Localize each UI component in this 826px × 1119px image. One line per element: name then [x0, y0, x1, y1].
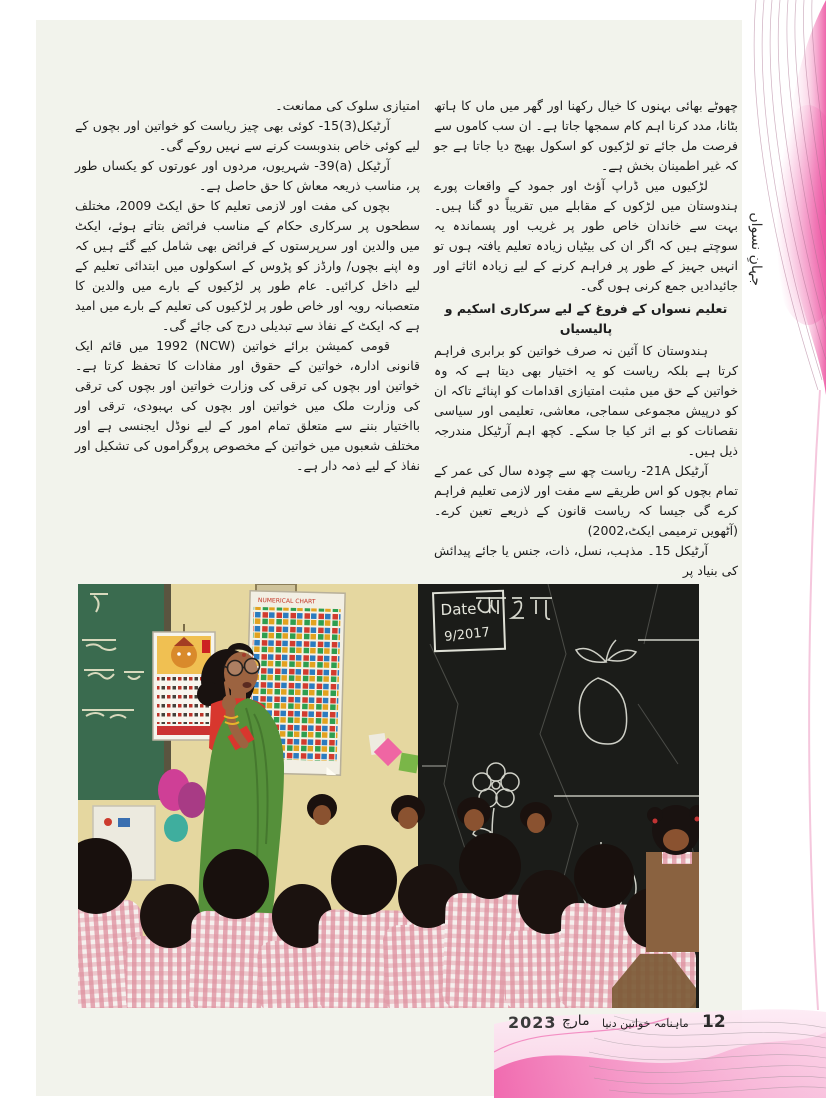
classroom-photo-illustration — [78, 584, 699, 1008]
column-right — [434, 96, 738, 581]
column-left — [75, 96, 420, 581]
sidebar-vertical-title: جہانِ نسواں — [748, 212, 764, 286]
paragraph: امتیازی سلوک کی ممانعت۔ — [275, 98, 420, 113]
section-heading: تعلیم نسواں کے فروغ کے لیے سرکاری اسکیم و پالیسیاں — [444, 301, 728, 336]
paragraph: چھوٹے بھائی بہنوں کا خیال رکھنا اور گھر میں ماں کا ہاتھ بٹانا، مدد کرنا اہم کام سمجھا جاتا ہے۔ ان سب کاموں سے فرصت مل جائے تو لڑکیوں کو اسکول بھیج دیا جاتا ہے جو کہ غیر اطمینان بخش ہے۔ — [434, 98, 738, 173]
chart-title: NUMERICAL CHART — [257, 596, 316, 606]
paragraph: آرٹیکل (a)39- شہریوں، مردوں اور عورتوں کو یکساں طور پر، مناسب ذریعہ معاش کا حق حاصل ہے۔ — [75, 158, 420, 193]
footer — [500, 1012, 736, 1038]
right-edge-line — [796, 390, 826, 1010]
pointing-finger — [226, 683, 228, 696]
footer-year: 2023 — [508, 1013, 557, 1032]
paragraph: آرٹیکل 21A- ریاست چھ سے چودہ سال کی عمر کے تمام بچوں کو اس طریقے سے مفت اور لازمی تعلیم فراہم کرے گی جیسا کہ ریاست قانون کے ذریعے تعین کرے۔ (آٹھویں ترمیمی ایکٹ،2002) — [434, 463, 738, 538]
blackboard-date-label: Date — [440, 599, 477, 619]
blackboard-date-value: 9/2017 — [443, 625, 491, 645]
footer-month: مارچ — [562, 1013, 590, 1029]
paragraph: لڑکیوں میں ڈراپ آؤٹ اور جمود کے واقعات پورے ہندوستان میں لڑکوں کے مقابلے میں تقریباً دو گنا ہیں۔ بہت سے خاندان خاص طور پر غریب اور پسماندہ یہ سوچتے ہیں کہ اگر ان کی بیٹیاں زیادہ تعلیم یافتہ ہوں تو انہیں جہیز کے طور پر فراہم کرنے کے لیے زیادہ اثاثے اور جائیدادیں جمع کرنی ہوں گی۔ — [434, 178, 738, 293]
article-columns — [75, 96, 738, 581]
paragraph: آرٹیکل 15۔ مذہب، نسل، ذات، جنس یا جائے پیدائش کی بنیاد پر — [434, 543, 738, 578]
bindi — [242, 653, 246, 657]
paragraph: بچوں کی مفت اور لازمی تعلیم کا حق ایکٹ 2009، مختلف سطحوں پر سرکاری حکام کے مناسب فرائض بتاتے ہوئے، ایکٹ میں والدین اور سرپرستوں کے فرائض بھی شامل کیے گئے ہیں کہ وہ اپنے بچوں/ وارڈز کو پڑوس کے اسکولوں میں ابتدائی تعلیم کے لیے داخل کرائیں۔ عام طور پر لڑکیوں کے بارے میں والدین کا متعصبانہ رویہ اور خاص طور پر لڑکیوں کی تعلیم کے بارے میں امید ہے کہ ایکٹ کے نفاذ سے تبدیلی درج کی جائے گی۔ — [75, 198, 420, 333]
paragraph: قومی کمیشن برائے خواتین (NCW) 1992 میں قائم ایک قانونی ادارہ، خواتین کے حقوق اور مفادات کا تحفظ کرتا ہے۔ خواتین اور بچوں کی ترقی کی وزارت خواتین اور بچوں کی ترقی کی وزارت ملک میں خواتین اور بچوں کی بہبودی، ترقی اور بااختیار بننے سے متعلق تمام امور کے لیے نوڈل ایجنسی ہے اور مختلف شعبوں میں خواتین کے مخصوص پروگراموں کی تشکیل اور نفاذ کے لیے ذمہ دار ہے۔ — [75, 338, 420, 473]
classroom-photo — [78, 584, 699, 1008]
paragraph: آرٹیکل(3)15- کوئی بھی چیز ریاست کو خواتین اور بچوں کے لیے کوئی خاص بندوبست کرنے سے نہیں روکے گی۔ — [75, 118, 420, 153]
teacher-mouth — [243, 682, 252, 688]
pigtail-girl — [646, 805, 699, 952]
page-background — [36, 20, 742, 1096]
footer-magazine-name: ماہنامہ خواتین دنیا — [602, 1017, 689, 1030]
paragraph: ہندوستان کا آئین نہ صرف خواتین کو برابری فراہم کرتا ہے بلکہ ریاست کو یہ اختیار بھی دیتا ہے کہ وہ خواتین کے حق میں مثبت امتیازی اقدامات کو اپنائے تاکہ ان کو درپیش مجموعی سماجی، معاشی، تعلیمی اور سیاسی نقصانات کو بے اثر کیا جا سکے۔ کچھ اہم آرٹیکل مندرجہ ذیل ہیں۔ — [434, 343, 738, 458]
footer-page-number: 12 — [702, 1012, 726, 1032]
